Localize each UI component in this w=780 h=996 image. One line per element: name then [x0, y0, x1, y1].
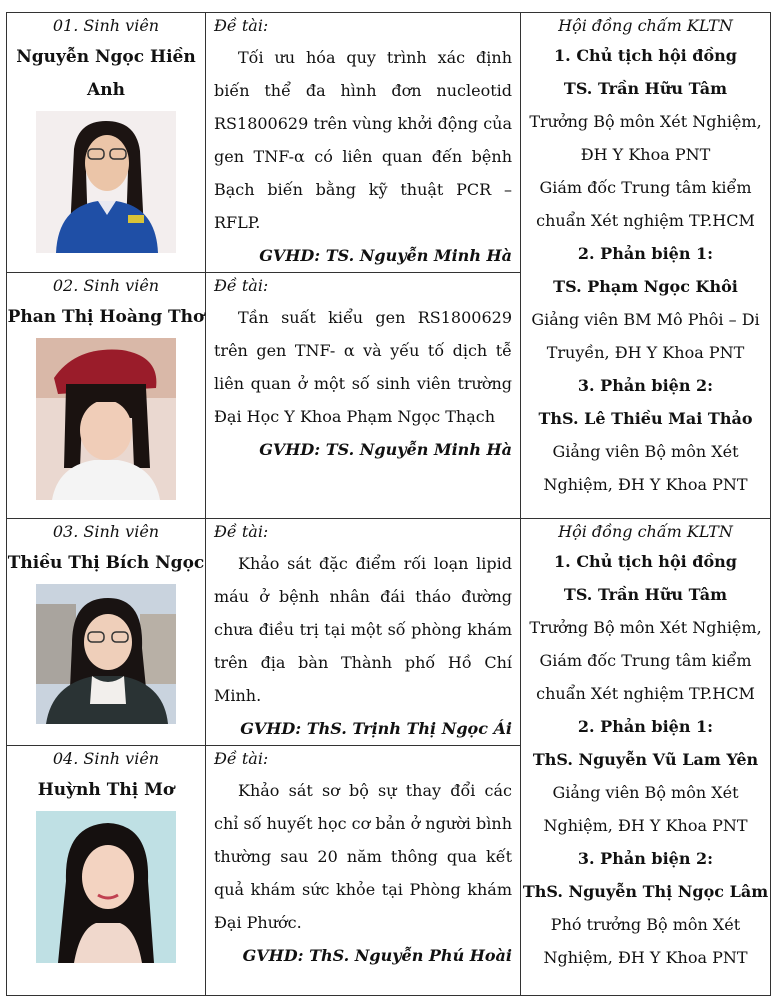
- student-name: [7, 547, 205, 580]
- council-member-info: Phó trưởng Bộ môn Xét: [550, 915, 741, 934]
- thesis-table: [6, 12, 771, 996]
- student-cell: [7, 273, 206, 519]
- topic-cell: [206, 519, 521, 746]
- topic-text: Tối ưu hóa quy trình xác định biến thể đa hình đơn nucleotid RS1800629 trên vùng khởi động của gen TNF-α có liên quan đến bệnh Bạch biến bằng kỹ thuật PCR – RFLP.: [214, 48, 512, 232]
- student-name-line: Anh: [87, 80, 125, 100]
- council-member-info: Giám đốc Trung tâm kiểm: [539, 178, 752, 197]
- council-member-info: Trưởng Bộ môn Xét Nghiệm,: [529, 618, 762, 637]
- student-name: [7, 774, 205, 807]
- student-name-line: Phan Thị Hoàng Thơ: [7, 307, 205, 327]
- student-photo: [36, 338, 176, 500]
- student-label: 01. Sinh viên: [52, 16, 160, 35]
- council-member-info: Nghiệm, ĐH Y Khoa PNT: [543, 816, 748, 835]
- topic-cell: [206, 746, 521, 996]
- council-member-info: ĐH Y Khoa PNT: [580, 145, 711, 164]
- council-member-info: Trưởng Bộ môn Xét Nghiệm,: [529, 112, 762, 131]
- council: [521, 519, 770, 974]
- topic-text: Khảo sát đặc điểm rối loạn lipid máu ở bệnh nhân đái tháo đường chưa điều trị tại một số phòng khám trên địa bàn Thành phố Hồ Chí Minh.: [214, 554, 512, 705]
- student-label: 04. Sinh viên: [52, 749, 160, 768]
- advisor: GVHD: TS. Nguyễn Minh Hà: [259, 246, 512, 265]
- council-role: 3. Phản biện 2:: [577, 376, 714, 395]
- student-label: 03. Sinh viên: [52, 522, 160, 541]
- advisor: GVHD: ThS. Nguyễn Phú Hoài: [242, 946, 512, 965]
- student-cell: [7, 746, 206, 996]
- council-role: 3. Phản biện 2:: [577, 849, 714, 868]
- council-role: 2. Phản biện 1:: [577, 717, 714, 736]
- student-name: [7, 41, 205, 107]
- council-member-name: ThS. Lê Thiều Mai Thảo: [538, 409, 753, 428]
- topic-text: Tần suất kiểu gen RS1800629 trên gen TNF- α và yếu tố dịch tễ liên quan ở một số sinh viên trường Đại Học Y Khoa Phạm Ngọc Thạch: [214, 308, 512, 426]
- table-row: [7, 519, 771, 746]
- topic-label: Đề tài:: [214, 276, 269, 295]
- council-role: 2. Phản biện 1:: [577, 244, 714, 263]
- council-role: 1. Chủ tịch hội đồng: [554, 552, 737, 571]
- topic-label: Đề tài:: [214, 749, 269, 768]
- topic-label: Đề tài:: [214, 522, 269, 541]
- council-member-name: ThS. Nguyễn Vũ Lam Yên: [532, 750, 759, 769]
- council-member-info: chuẩn Xét nghiệm TP.HCM: [536, 684, 755, 703]
- council-member-info: Truyền, ĐH Y Khoa PNT: [546, 343, 745, 362]
- topic-cell: [206, 13, 521, 273]
- advisor: GVHD: TS. Nguyễn Minh Hà: [259, 440, 512, 459]
- council-member-info: Nghiệm, ĐH Y Khoa PNT: [543, 475, 748, 494]
- council-role: 1. Chủ tịch hội đồng: [554, 46, 737, 65]
- council-member-info: Nghiệm, ĐH Y Khoa PNT: [543, 948, 748, 967]
- council-member-info: chuẩn Xét nghiệm TP.HCM: [536, 211, 755, 230]
- topic-label: Đề tài:: [214, 16, 269, 35]
- student-photo: [36, 111, 176, 253]
- council-member-name: TS. Phạm Ngọc Khôi: [553, 277, 738, 296]
- council-member-info: Giảng viên Bộ môn Xét: [552, 783, 739, 802]
- student-label: 02. Sinh viên: [52, 276, 160, 295]
- council-member-info: Giám đốc Trung tâm kiểm: [539, 651, 752, 670]
- student-name-line: Thiều Thị Bích Ngọc: [7, 553, 205, 573]
- topic-cell: [206, 273, 521, 519]
- advisor: GVHD: ThS. Trịnh Thị Ngọc Ái: [240, 719, 512, 738]
- student-cell: [7, 519, 206, 746]
- topic-text: Khảo sát sơ bộ sự thay đổi các chỉ số huyết học cơ bản ở người bình thường sau 20 năm thông qua kết quả khám sức khỏe tại Phòng khám Đại Phước.: [214, 781, 512, 932]
- council-cell: [521, 13, 771, 519]
- student-photo: [36, 584, 176, 724]
- student-name: [7, 301, 205, 334]
- student-name-line: Nguyễn Ngọc Hiền: [16, 47, 196, 67]
- council-title: Hội đồng chấm KLTN: [558, 522, 733, 541]
- council-member-info: Giảng viên Bộ môn Xét: [552, 442, 739, 461]
- council-title: Hội đồng chấm KLTN: [558, 16, 733, 35]
- student-photo: [36, 811, 176, 963]
- student-cell: [7, 13, 206, 273]
- council-member-name: ThS. Nguyễn Thị Ngọc Lâm: [522, 882, 769, 901]
- student-name-line: Huỳnh Thị Mơ: [37, 780, 175, 800]
- council-member-name: TS. Trần Hữu Tâm: [563, 79, 728, 98]
- table-row: [7, 13, 771, 273]
- council: [521, 13, 770, 501]
- council-member-name: TS. Trần Hữu Tâm: [563, 585, 728, 604]
- council-member-info: Giảng viên BM Mô Phôi – Di: [531, 310, 760, 329]
- council-cell: [521, 519, 771, 996]
